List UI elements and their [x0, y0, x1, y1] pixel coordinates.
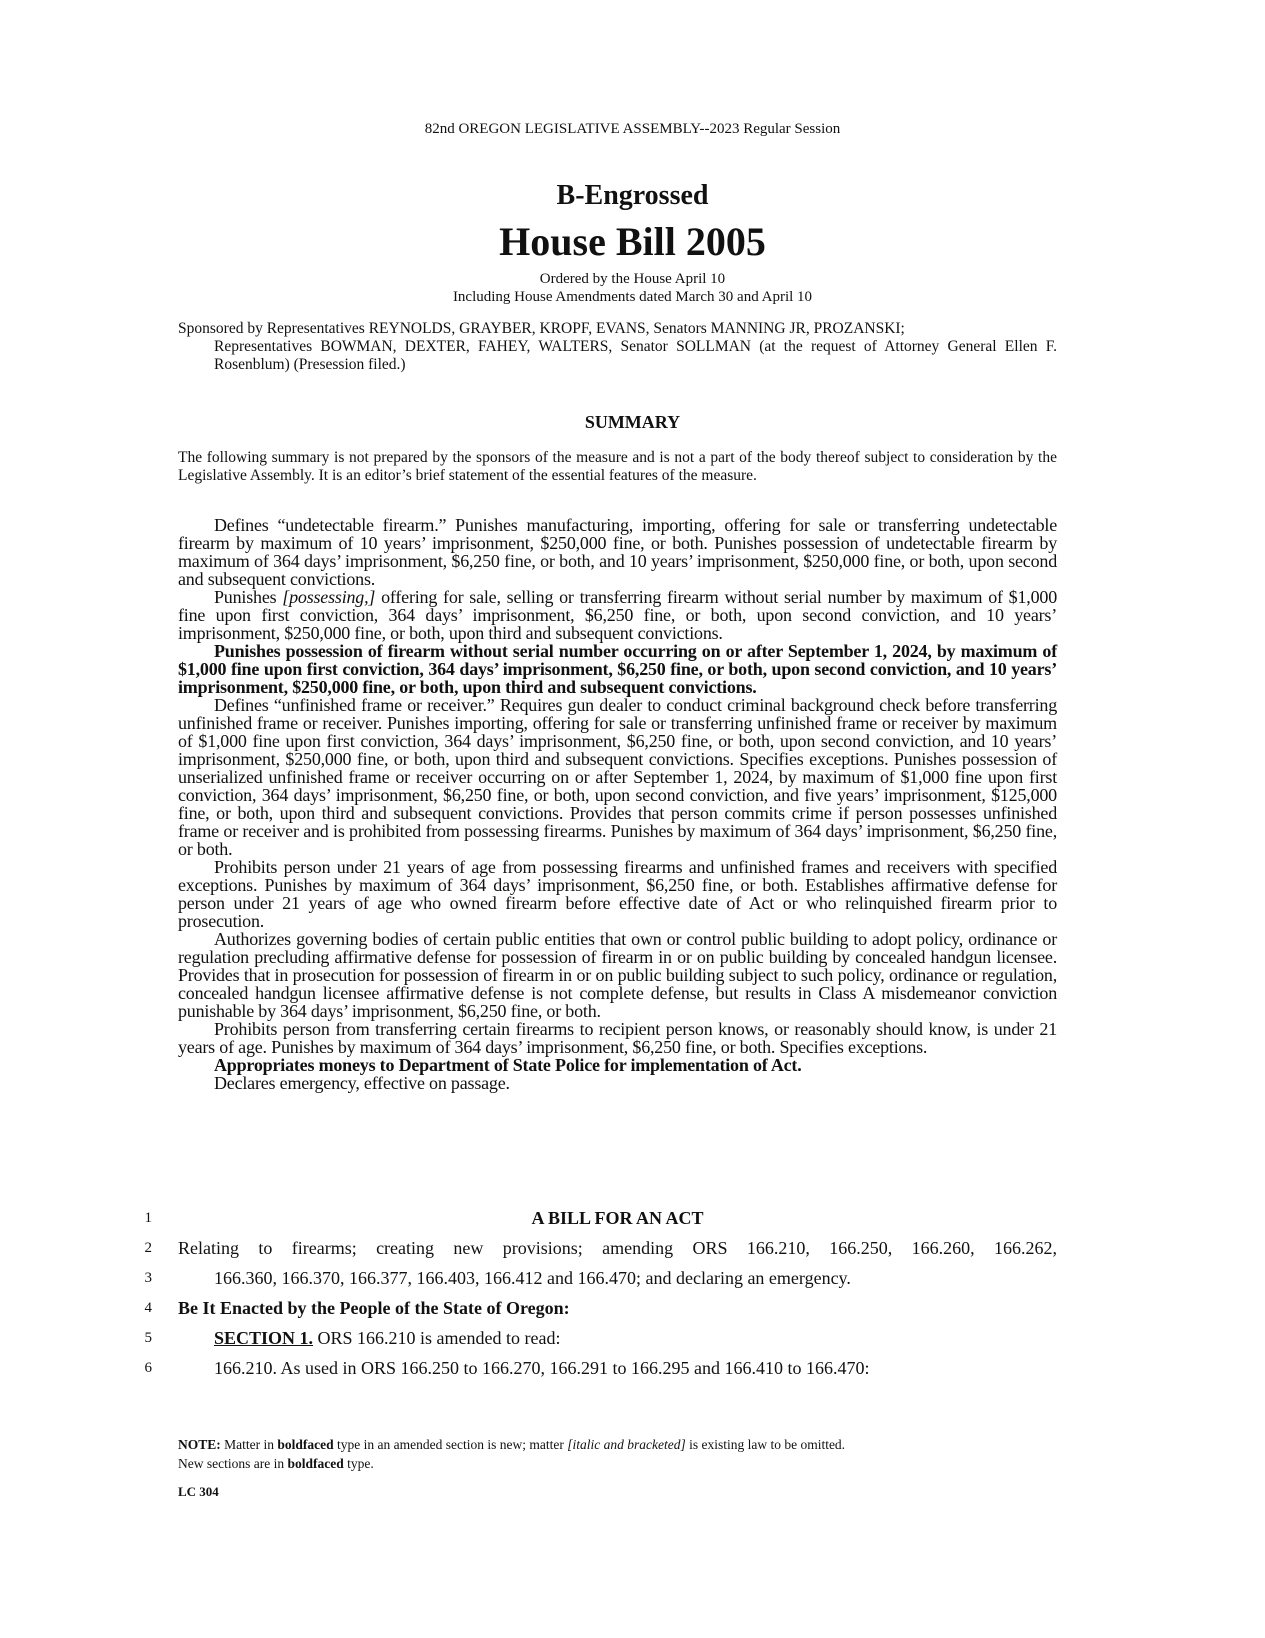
text: type. [343, 1456, 374, 1471]
bill-text: ORS 166.210 is amended to read: [313, 1328, 561, 1348]
sponsors-rest: Representatives BOWMAN, DEXTER, FAHEY, WALTERS, Senator SOLLMAN (at the request of Attorney General Ellen F. Rosenblum) (Presession filed.) [214, 338, 1057, 373]
text: Punishes [214, 587, 283, 607]
text: [italic and bracketed] [567, 1437, 686, 1452]
summary-paragraph [178, 588, 1057, 642]
enacting-clause: Be It Enacted by the People of the State of Oregon: [178, 1298, 570, 1318]
note-label: NOTE: [178, 1437, 221, 1452]
act-heading: A BILL FOR AN ACT [531, 1208, 704, 1228]
summary-paragraph: Defines “undetectable firearm.” Punishes manufacturing, importing, offering for sale or transferring undetectable firearm by maximum of 10 years’ imprisonment, $250,000 fine, or both. Punishes possession of undetectable firearm by maximum of 364 days’ imprisonment, $6,250 fine, or both, and 10 years’ imprisonment, $250,000 fine, or both, upon second and subsequent convictions. [178, 515, 1057, 589]
section-label: SECTION 1. [214, 1328, 314, 1348]
summary-paragraph: Prohibits person under 21 years of age from possessing firearms and unfinished frames and receivers with specified exceptions. Punishes by maximum of 364 days’ imprisonment, $6,250 fine, or both. Establishes affirmative defense for person under 21 years of age who owned firearm before effective date of Act or who relinquished firearm prior to prosecution. [178, 857, 1057, 931]
line-number: 4 [144, 1300, 152, 1316]
line-number: 1 [144, 1210, 152, 1226]
deleted-text: [possessing,] [282, 587, 376, 607]
engrossed-label: B-Engrossed [556, 180, 709, 211]
summary-body [178, 516, 1057, 1092]
amendments-line: Including House Amendments dated March 30 and April 10 [452, 289, 813, 305]
summary-paragraph: Authorizes governing bodies of certain public entities that own or control public building to adopt policy, ordinance or regulation precluding affirmative defense for possession of firearm in or on public building by concealed handgun licensee. Provides that in prosecution for possession of firearm in or on public building subject to such policy, ordinance or regulation, concealed handgun licensee affirmative defense is not complete defense, but results in Class A misdemeanor conviction punishable by 364 days’ imprisonment, $6,250 fine, or both. [178, 929, 1057, 1021]
summary-paragraph-new: Appropriates moneys to Department of State Police for implementation of Act. [214, 1055, 802, 1075]
bill-text: 166.360, 166.370, 166.377, 166.403, 166.412 and 166.470; and declaring an emergency. [214, 1268, 851, 1288]
text: type in an amended section is new; matter [333, 1437, 568, 1452]
lc-number: LC 304 [178, 1484, 219, 1499]
text: offering for sale, selling or transferring firearm without serial number by maximum of $1,000 fine upon first conviction, 364 days’ imprisonment, $6,250 fine, or both, upon second conviction, and 10 years’ imprisonment, $250,000 fine, or both, upon third and subsequent convictions. [178, 587, 1057, 643]
summary-paragraph-new: Punishes possession of firearm without serial number occurring on or after September 1, 2024, by maximum of $1,000 fine upon first conviction, 364 days’ imprisonment, $6,250 fine, or both, upon second conviction, and 10 years’ imprisonment, $250,000 fine, or both, upon third and subsequent convictions. [178, 641, 1057, 697]
line-number: 2 [144, 1240, 152, 1256]
text: is existing law to be omitted. [685, 1437, 846, 1452]
text: boldfaced [287, 1456, 344, 1471]
ordered-line: Ordered by the House April 10 [539, 271, 726, 287]
bill-title: House Bill 2005 [499, 219, 766, 264]
text: Matter in [220, 1437, 278, 1452]
summary-paragraph: Defines “unfinished frame or receiver.” Requires gun dealer to conduct criminal background check before transferring unfinished frame or receiver. Punishes importing, offering for sale or transferring unfinished frame or receiver by maximum of $1,000 fine upon first conviction, 364 days’ imprisonment, $6,250 fine, or both, upon second conviction, and 10 years’ imprisonment, $250,000 fine, or both, upon third and subsequent convictions. Specifies exceptions. Punishes possession of unserialized unfinished frame or receiver occurring on or after September 1, 2024, by maximum of $1,000 fine upon first conviction, 364 days’ imprisonment, $6,250 fine, or both, upon second conviction, and five years’ imprisonment, $125,000 fine, or both, upon third and subsequent convictions. Provides that person commits crime if person possesses unfinished frame or receiver and is prohibited from possessing firearms. Punishes by maximum of 364 days’ imprisonment, $6,250 fine, or both. [178, 695, 1057, 859]
line-number: 3 [144, 1270, 152, 1286]
bill-text: Relating to firearms; creating new provisions; amending ORS 166.210, 166.250, 166.260, 166.262, [178, 1238, 1057, 1258]
text: boldfaced [277, 1437, 334, 1452]
summary-disclaimer: The following summary is not prepared by the sponsors of the measure and is not a part of the body thereof subject to consideration by the Legislative Assembly. It is an editor’s brief statement of the essential features of the measure. [178, 449, 1057, 484]
line-number: 6 [144, 1360, 152, 1376]
ordered-info [0, 270, 1265, 306]
text: New sections are in [178, 1456, 288, 1471]
footer-note [178, 1435, 1078, 1473]
line-number: 5 [144, 1330, 152, 1346]
bill-text: 166.210. As used in ORS 166.250 to 166.270, 166.291 to 166.295 and 166.410 to 166.470: [214, 1358, 870, 1378]
summary-paragraph: Declares emergency, effective on passage. [214, 1073, 510, 1093]
summary-heading: SUMMARY [584, 412, 681, 432]
sponsors-line1: Sponsored by Representatives REYNOLDS, GRAYBER, KROPF, EVANS, Senators MANNING JR, PROZANSKI; [178, 320, 905, 337]
sponsors [178, 320, 1057, 374]
summary-paragraph: Prohibits person from transferring certain firearms to recipient person knows, or reasonably should know, is under 21 years of age. Punishes by maximum of 364 days’ imprisonment, $6,250 fine, or both. Specifies exceptions. [178, 1019, 1057, 1057]
session-header: 82nd OREGON LEGISLATIVE ASSEMBLY--2023 Regular Session [424, 121, 841, 137]
